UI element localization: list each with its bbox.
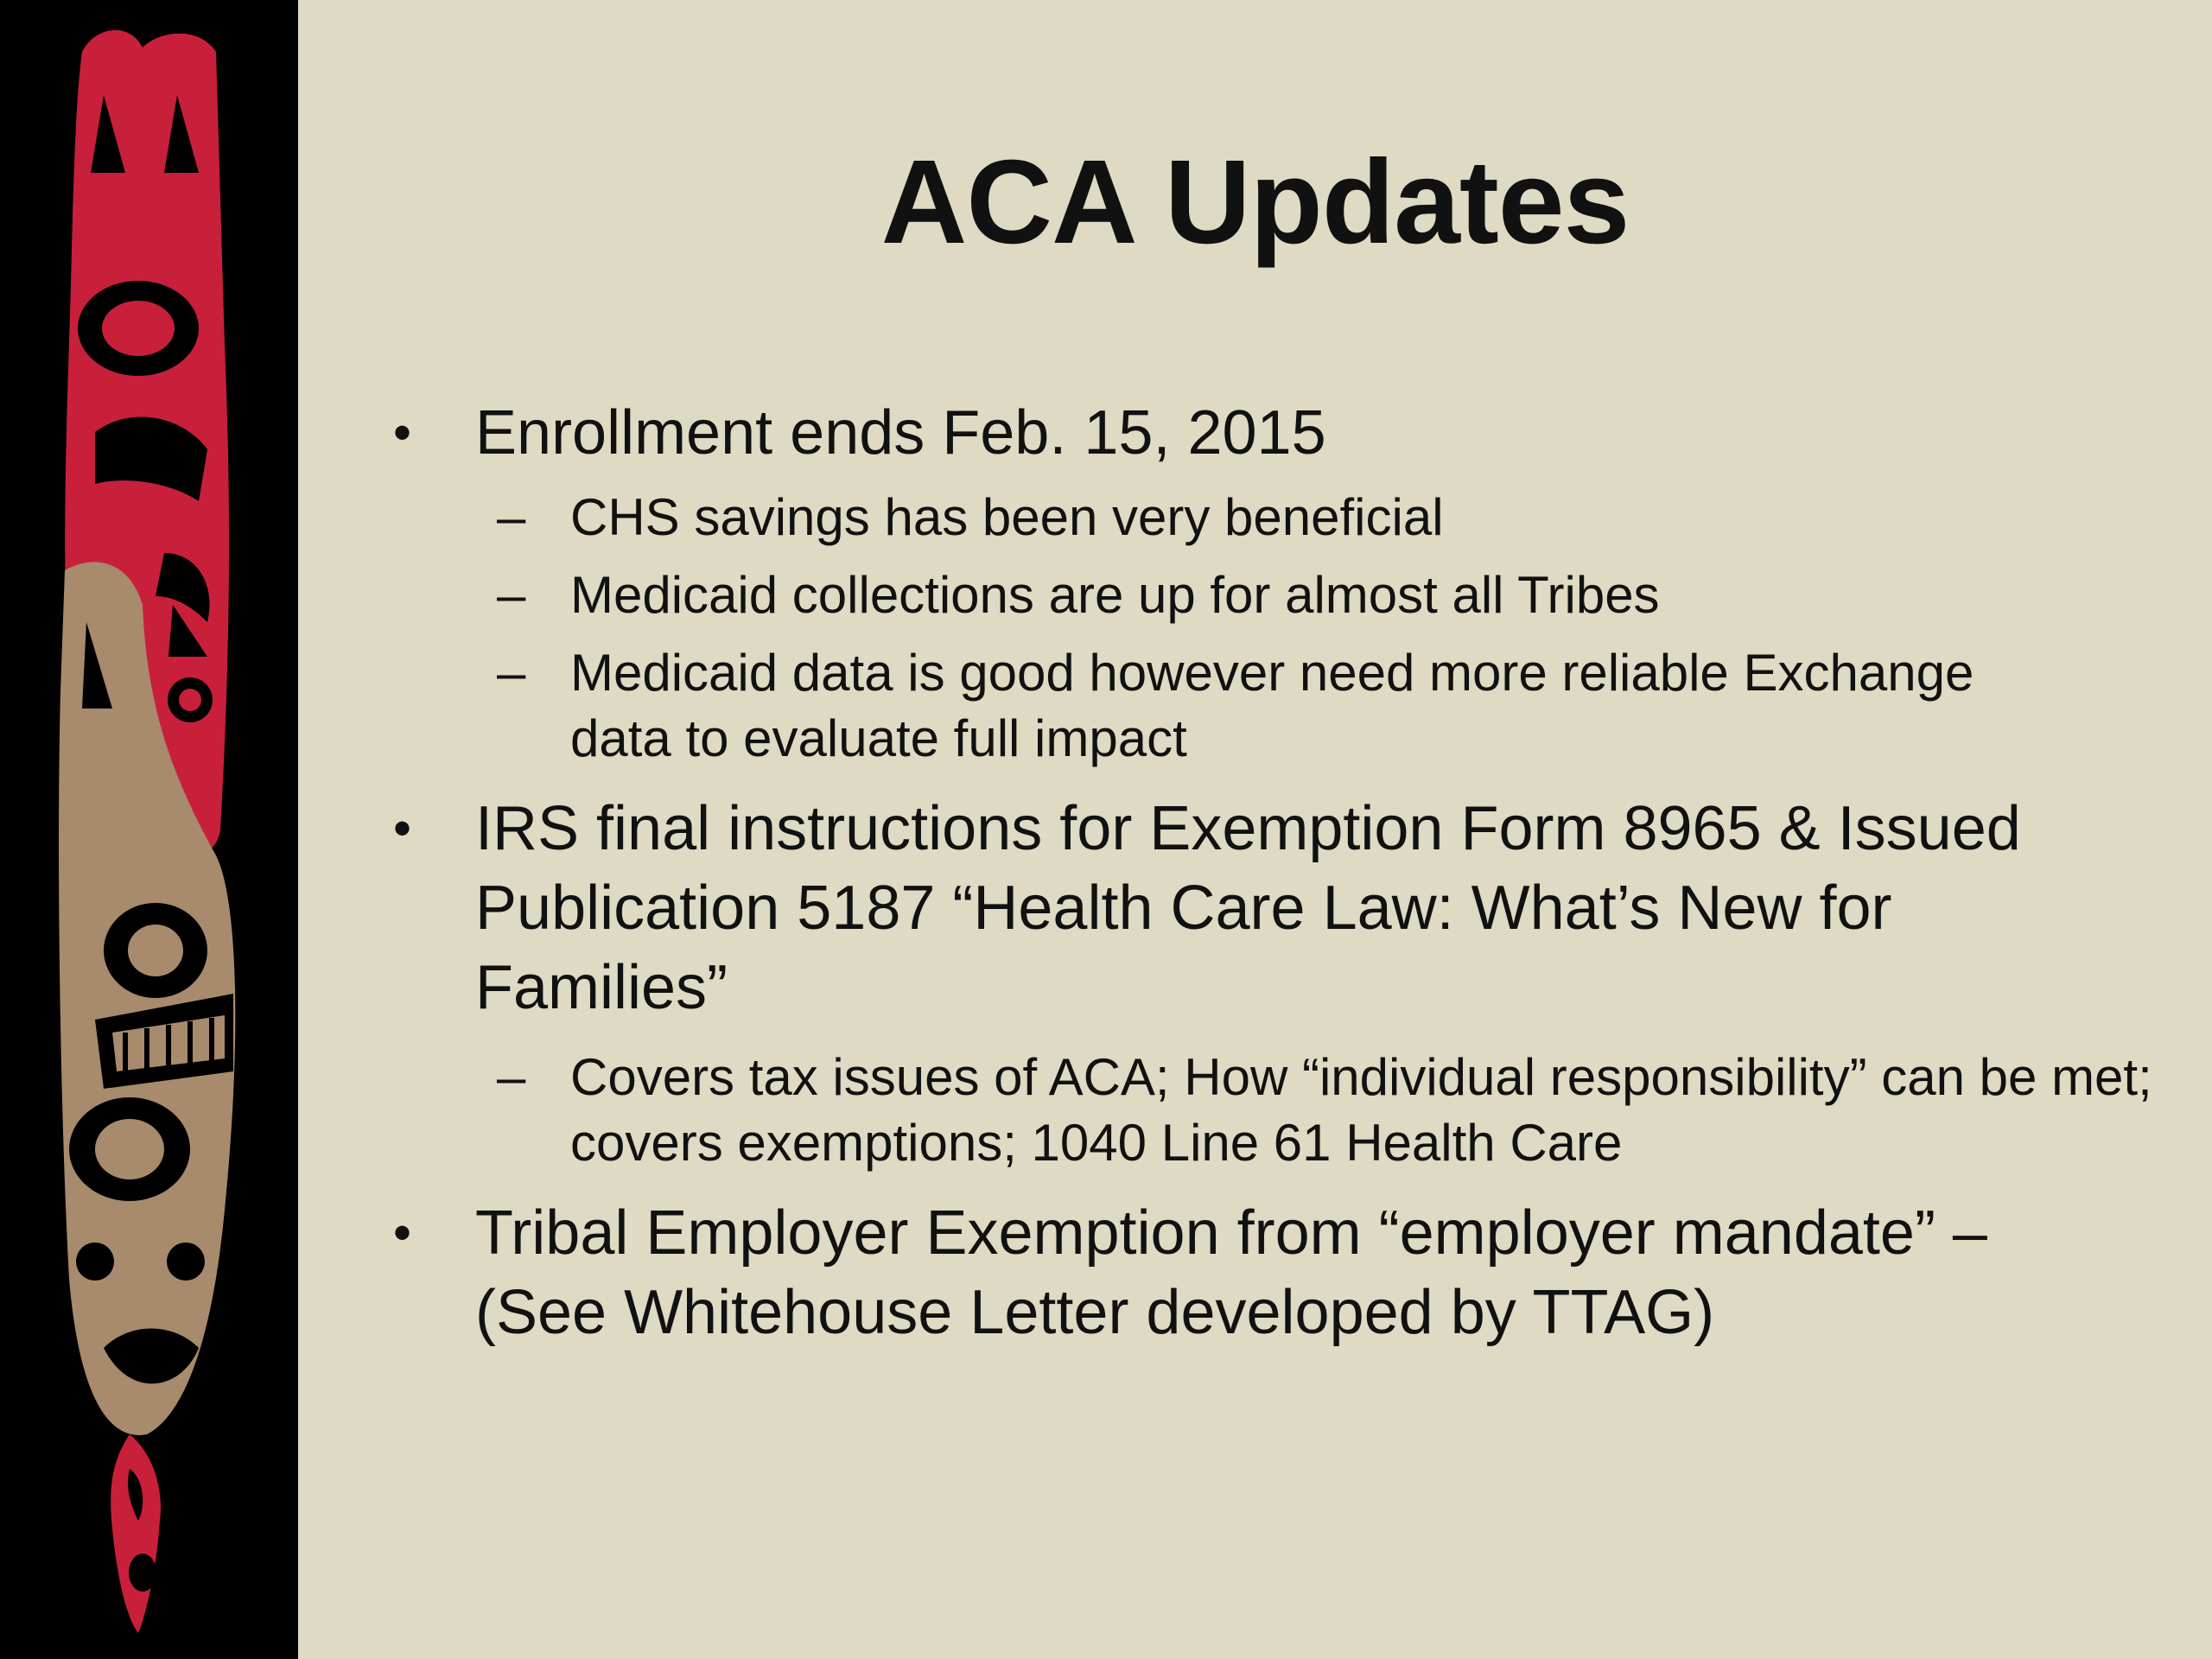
formline-art-strip <box>0 0 298 1659</box>
bullet-text: Tribal Employer Exemption from “employer mandate” – (See Whitehouse Letter developed by TTAG) <box>475 1198 1987 1347</box>
bullet-item <box>385 1193 2074 1352</box>
dash-icon: – <box>497 644 526 702</box>
sub-bullet-item <box>385 1045 2212 1176</box>
sub-bullet-item <box>385 640 2022 772</box>
sub-bullet-item <box>385 485 2113 550</box>
bullet-dot-icon: • <box>393 1204 412 1262</box>
slide-body <box>385 393 2152 1352</box>
bullet-item <box>385 393 2113 473</box>
bullet-item <box>385 789 2074 1027</box>
bullet-dot-icon: • <box>393 404 412 461</box>
dash-icon: – <box>497 488 526 546</box>
bullet-dot-icon: • <box>393 799 412 857</box>
slide-title: ACA Updates <box>880 136 1630 269</box>
bullet-text: Enrollment ends Feb. 15, 2015 <box>475 398 1326 467</box>
sub-bullet-item <box>385 563 2113 628</box>
sub-bullet-text: CHS savings has been very beneficial <box>570 488 1444 546</box>
dash-icon: – <box>497 1048 526 1106</box>
formline-totem-icon <box>0 0 298 1659</box>
sub-bullet-text: Medicaid data is good however need more reliable Exchange data to evaluate full impact <box>570 644 1974 767</box>
sub-bullet-text: Covers tax issues of ACA; How “individual responsibility” can be met; covers exemptions; 1040 Line 61 Health Care <box>570 1048 2152 1172</box>
bullet-text: IRS final instructions for Exemption Form 8965 & Issued Publication 5187 “Health Care Law: What’s New for Families” <box>475 794 2021 1022</box>
sub-bullet-text: Medicaid collections are up for almost all Tribes <box>570 566 1660 624</box>
dash-icon: – <box>497 566 526 624</box>
